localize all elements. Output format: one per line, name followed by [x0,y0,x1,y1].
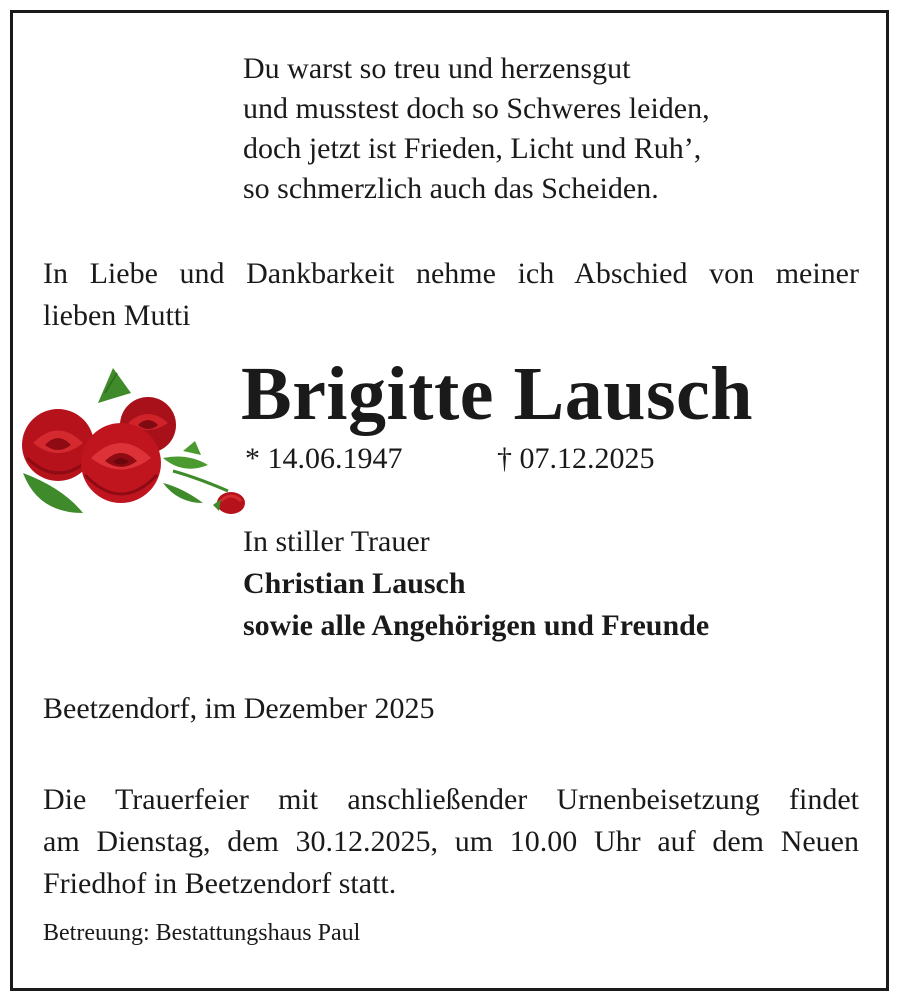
mourner-name: Christian Lausch [243,567,466,600]
roses-image [13,363,253,523]
mourners [243,521,709,647]
ceremony-line: Die Trauerfeier mit anschließender Urnenbeisetzung findet [43,783,859,816]
intro-line: In Liebe und Dankbarkeit nehme ich Abschied von meiner [43,257,859,290]
mourners-heading: In stiller Trauer [243,525,430,558]
poem [243,49,710,209]
death-date: † 07.12.2025 [497,442,655,475]
intro-line: lieben Mutti [43,299,191,332]
place-date: Beetzendorf, im Dezember 2025 [43,692,435,725]
deceased-name: Brigitte Lausch [241,352,754,436]
poem-line: Du warst so treu und herzensgut [243,52,631,85]
life-dates [245,439,655,479]
birth-date: * 14.06.1947 [245,442,403,475]
ceremony-text [43,779,859,905]
ceremony-line: Friedhof in Beetzendorf statt. [43,867,397,900]
intro-text [43,253,859,337]
poem-line: doch jetzt ist Frieden, Licht und Ruh’, [243,132,702,165]
mourners-others: sowie alle Angehörigen und Freunde [243,609,710,642]
poem-line: und musstest doch so Schweres leiden, [243,92,710,125]
ceremony-line: am Dienstag, dem 30.12.2025, um 10.00 Uhr auf dem Neuen [43,825,859,858]
poem-line: so schmerzlich auch das Scheiden. [243,172,659,205]
obituary-frame [10,10,889,991]
funeral-home: Betreuung: Bestattungshaus Paul [43,920,361,946]
